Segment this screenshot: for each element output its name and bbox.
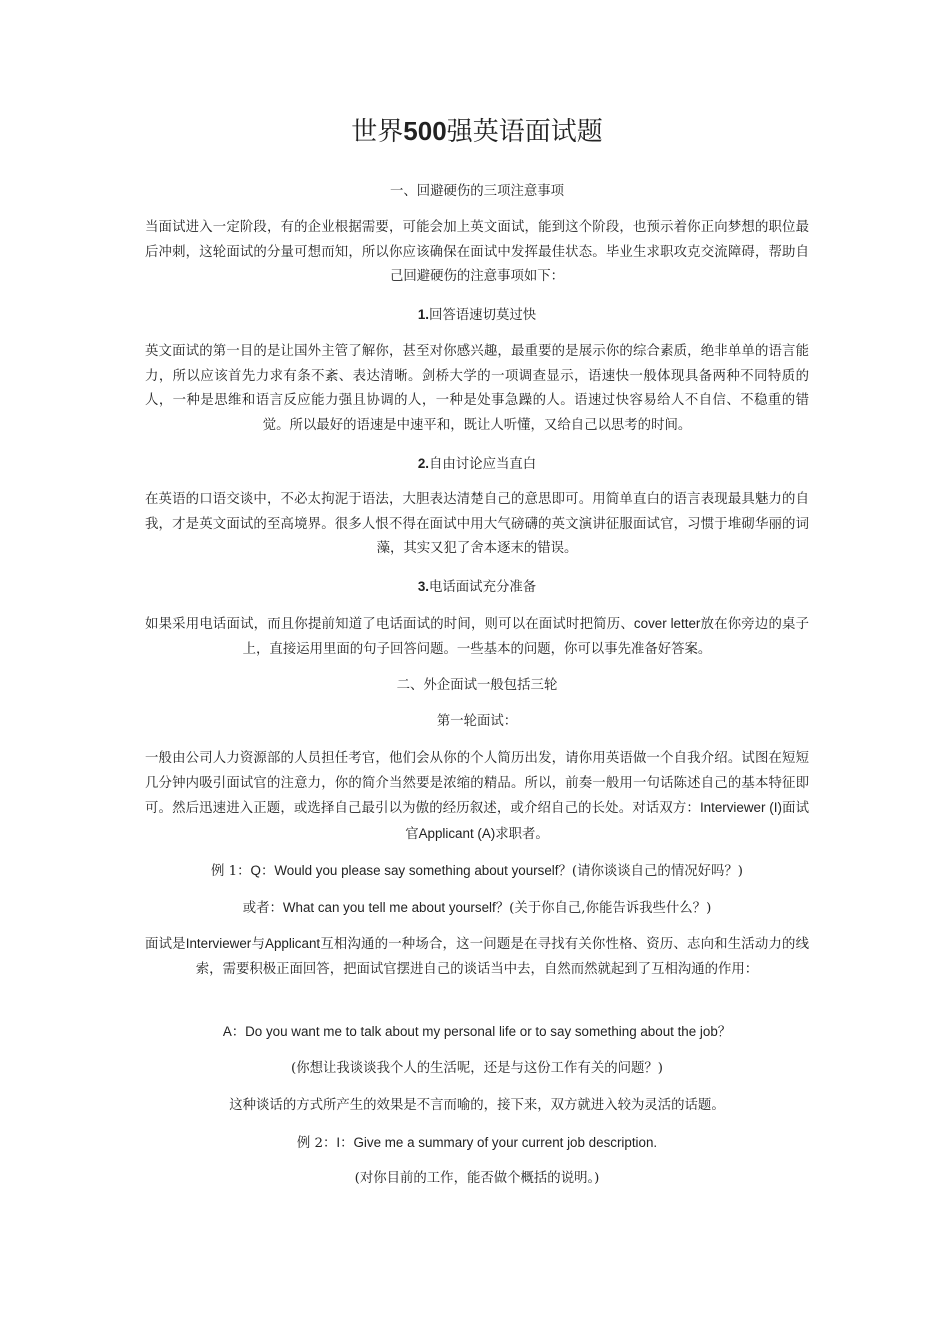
section1-heading: 一、回避硬伤的三项注意事项 [389,184,565,199]
round1-body [145,747,809,847]
item3-heading [145,575,809,601]
item1-body: 英文面试的第一目的是让国外主管了解你，甚至对你感兴趣，最重要的是展示你的综合素质，绝非单单的语言能力，所以应该首先力求有条不紊、表达清晰。剑桥大学的一项调查显示，语速快一般体现具备两种不同特质的人，一种是思维和语言反应能力强且协调的人，一种是处事急躁的人。语速过快容易给人不自信、不稳重的错觉。所以最好的语速是中速平和，既让人听懂，又给自己以思考的时间。 [145,344,809,433]
round1-body-pre: 一般由公司人力资源部的人员担任考官，他们会从你的个人简历出发，请你用英语做一个自我介绍。试图在短短几分钟内吸引面试官的注意力，你的简介当然要是浓缩的精品。所以，前奏一般用一句话陈述自己的基本特征即可。然后迅速进入正题，或选择自己最引以为傲的经历叙述，或介绍自己的长处。对话双方： [145,751,809,816]
answer-end: ？ [717,1025,732,1040]
title-prefix: 世界 [351,117,404,147]
round1-body-mid: 面试官 [405,801,810,842]
explain-latin2: Applicant [265,936,321,951]
round1-body-latin2: Applicant (A) [418,825,496,841]
page-title [145,112,809,151]
round1-body-latin1: Interviewer (I) [699,800,782,815]
example2-text: Give me a summary of your current job description. [353,1135,658,1150]
item2-number: 2. [417,456,430,471]
item3-body [145,612,809,662]
item1-heading [145,303,809,329]
example2-line [145,1131,809,1157]
alt-question-line [145,896,809,922]
example1-q-text: Would you please say something about yourself [274,863,559,878]
section1-intro: 当面试进入一定阶段，有的企业根据需要，可能会加上英文面试，能到这个阶段，也预示着你正向梦想的职位最后冲刺，这轮面试的分量可想而知，所以你应该确保在面试中发挥最佳状态。毕业生求职攻克交流障碍，帮助自己回避硬伤的注意事项如下： [145,220,809,284]
item3-number: 3. [417,579,430,594]
item3-body-post: 放在你旁边的桌子上，直接运用里面的句子回答问题。一些基本的问题，你可以事先准备好答案。 [242,617,810,657]
item1-title: 回答语速切莫过快 [429,308,537,323]
item2-heading [145,452,809,478]
answer-label: A： [222,1024,246,1039]
example1-label: 例 1： [210,864,251,879]
item3-title: 电话面试充分准备 [429,580,537,595]
title-number: 500 [403,116,447,146]
item3-body-latin: cover letter [633,616,701,631]
alt-label: 或者： [242,901,283,916]
example1-q-cn: ？(请你谈谈自己的情况好吗？) [558,864,743,879]
example1-q-label: Q： [250,863,275,878]
round1-body-post: 求职者。 [495,826,549,842]
explain-paragraph [145,932,809,982]
round1-heading: 第一轮面试： [436,714,518,729]
section2-heading: 二、外企面试一般包括三轮 [396,678,558,693]
example2-label: 例 2： [296,1136,337,1151]
item2-body: 在英语的口语交谈中，不必太拘泥于语法，大胆表达清楚自己的意思即可。用简单直白的语言表现最具魅力的自我，才是英文面试的至高境界。很多人恨不得在面试中用大气磅礴的英文演讲征服面试官，习惯于堆砌华丽的词藻，其实又犯了舍本逐末的错误。 [145,492,809,556]
example2-q-label: I： [336,1135,354,1150]
item1-number: 1. [417,307,430,322]
answer-line [145,1020,809,1046]
item3-body-pre: 如果采用电话面试，而且你提前知道了电话面试的时间，则可以在面试时把简历、 [145,617,634,632]
alt-cn: ？(关于你自己,你能告诉我些什么？) [495,901,712,916]
title-suffix: 强英语面试题 [446,117,603,147]
explain-latin1: Interviewer [185,936,252,951]
answer-translation: (你想让我谈谈我个人的生活呢，还是与这份工作有关的问题？) [291,1061,663,1076]
item2-title: 自由讨论应当直白 [429,457,537,472]
explain-pre: 面试是 [145,937,186,952]
explain-mid1: 与 [251,937,266,952]
alt-text: What can you tell me about yourself [282,900,496,915]
example1-line [145,859,809,885]
comment-line: 这种谈话的方式所产生的效果是不言而喻的，接下来，双方就进入较为灵活的话题。 [229,1098,725,1113]
explain-post: 互相沟通的一种场合，这一问题是在寻找有关你性格、资历、志向和生活动力的线索，需要积极正面回答，把面试官摆进自己的谈话当中去，自然而然就起到了互相沟通的作用： [195,937,810,977]
example2-translation: (对你目前的工作，能否做个概括的说明。) [354,1171,600,1186]
answer-text: Do you want me to talk about my personal life or to say something about the job [245,1024,718,1039]
